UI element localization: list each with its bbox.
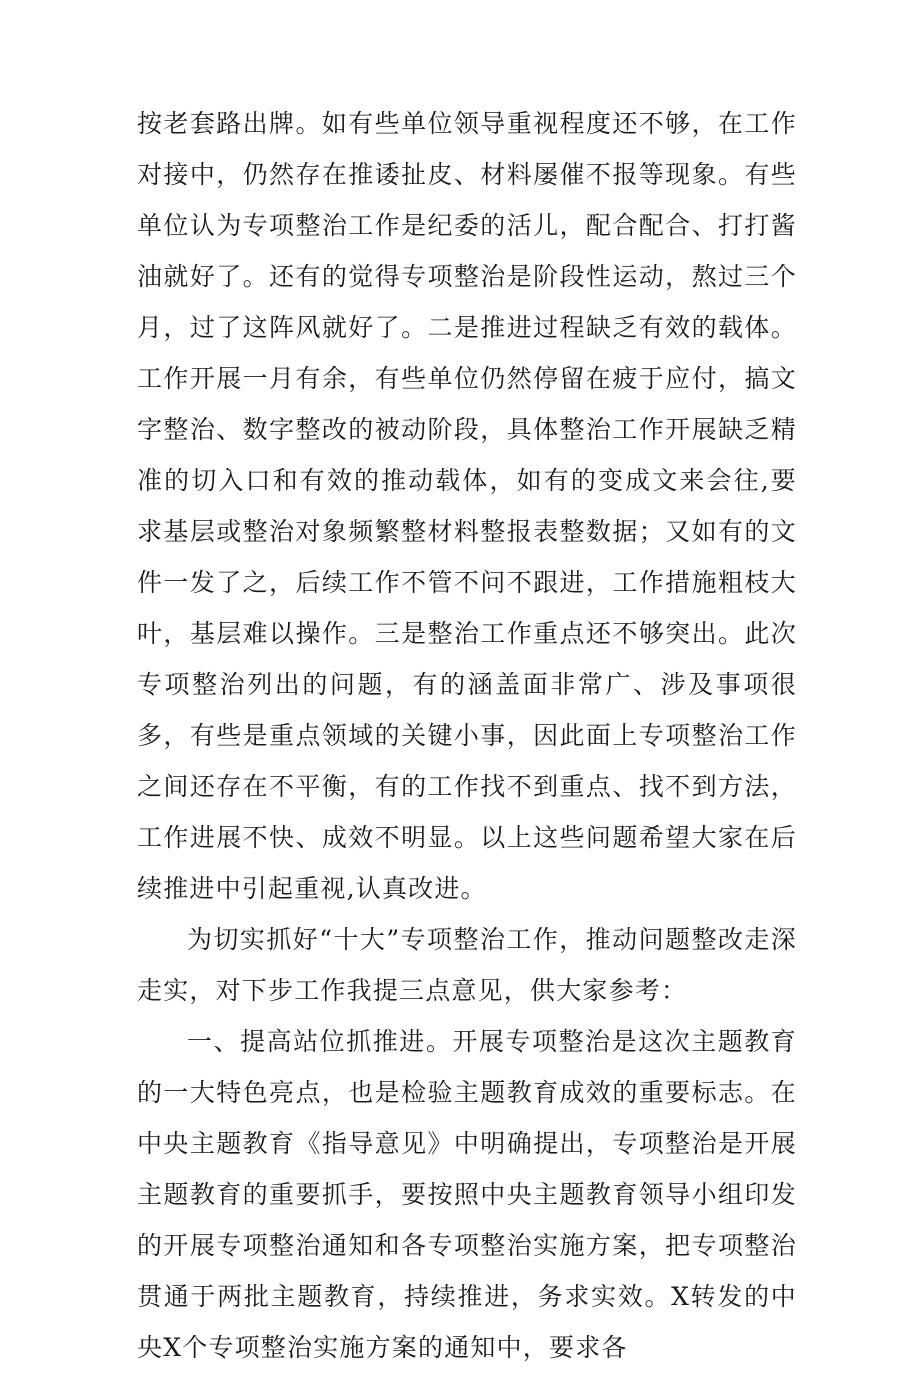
document-body [137,98,797,1373]
paragraph-opinions-intro: 为切实抓好“十大”专项整治工作，推动问题整改走深走实，对下步工作我提三点意见，供大家参考： [137,925,797,1005]
paragraph-opinion-one: 一、提高站位抓推进。开展专项整治是这次主题教育的一大特色亮点，也是检验主题教育成效的重要标志。在中央主题教育《指导意见》中明确提出，专项整治是开展主题教育的重要抓手，要按照中央主题教育领导小组印发的开展专项整治通知和各专项整治实施方案，把专项整治贯通于两批主题教育，持续推进，务求实效。X转发的中央X个专项整治实施方案的通知中，要求各 [137,1027,797,1362]
paragraph-problems-summary: 按老套路出牌。如有些单位领导重视程度还不够，在工作对接中，仍然存在推诿扯皮、材料屡催不报等现象。有些单位认为专项整治工作是纪委的活儿，配合配合、打打酱油就好了。还有的觉得专项整治是阶段性运动，熬过三个月，过了这阵风就好了。二是推进过程缺乏有效的载体。工作开展一月有余，有些单位仍然停留在疲于应付，搞文字整治、数字整改的被动阶段，具体整治工作开展缺乏精准的切入口和有效的推动载体，如有的变成文来会往,要求基层或整治对象频繁整材料整报表整数据；又如有的文件一发了之，后续工作不管不问不跟进，工作措施粗枝大叶，基层难以操作。三是整治工作重点还不够突出。此次专项整治列出的问题，有的涵盖面非常广、涉及事项很多，有些是重点领域的关键小事，因此面上专项整治工作之间还存在不平衡，有的工作找不到重点、找不到方法，工作进展不快、成效不明显。以上这些问题希望大家在后续推进中引起重视,认真改进。 [137,109,797,903]
